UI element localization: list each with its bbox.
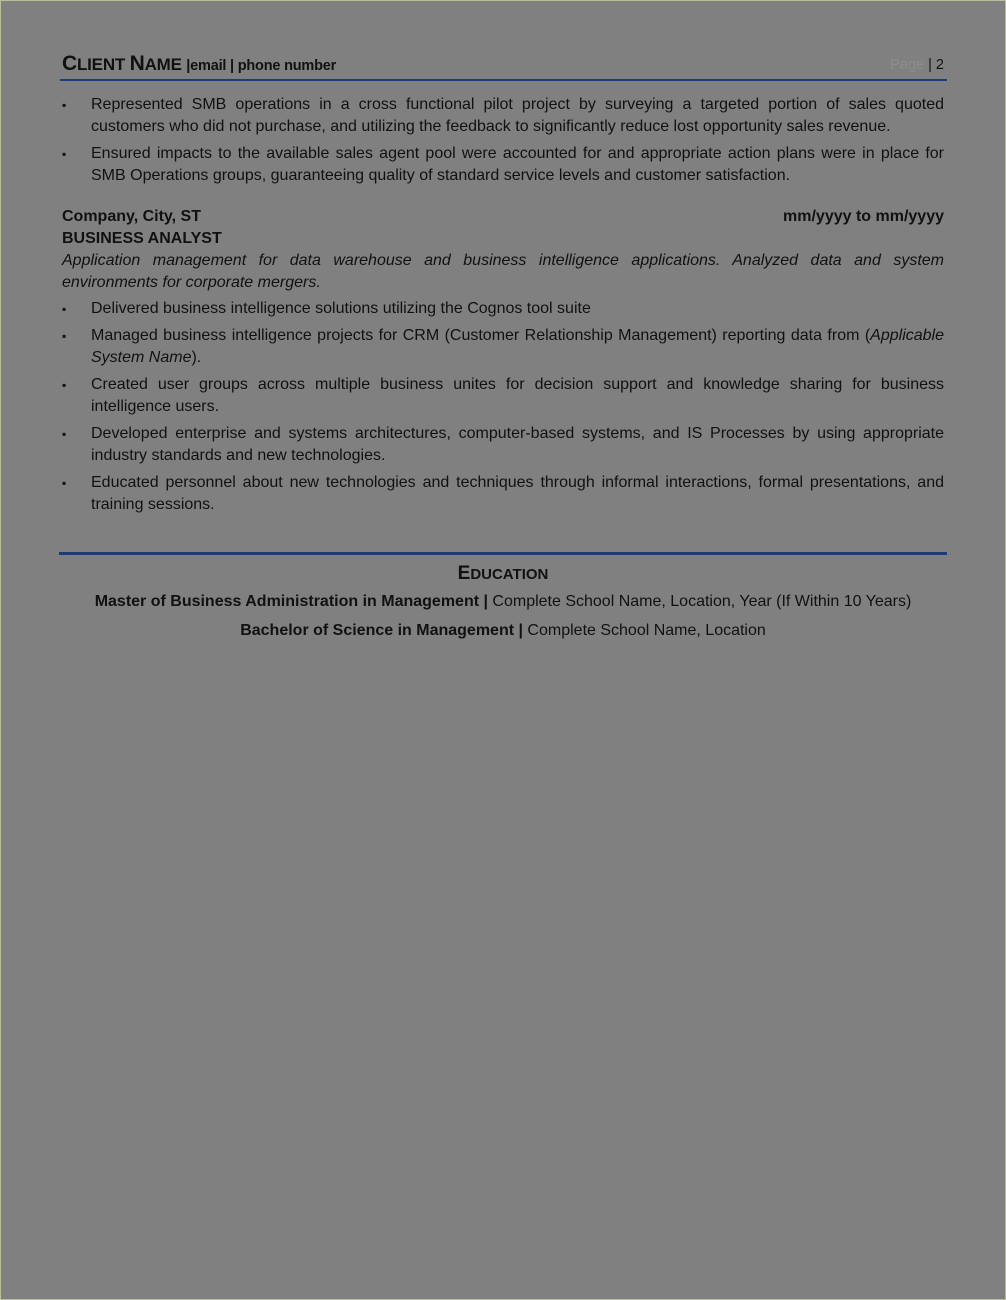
job-dates: mm/yyyy to mm/yyyy (783, 208, 944, 225)
job-bullets (62, 298, 944, 516)
page-label: Page (890, 57, 925, 73)
header-divider (60, 79, 947, 81)
client-contact: |email | phone number (186, 58, 337, 74)
job-title: BUSINESS ANALYST (62, 230, 222, 247)
previous-job-bullets (62, 94, 944, 187)
page-number: 2 (935, 57, 944, 73)
list-item: ▪ Developed enterprise and systems architectures, computer-based systems, and IS Processes by using appropriate industry standards and new technologies. (62, 423, 944, 467)
list-item: ▪ Managed business intelligence projects for CRM (Customer Relationship Management) reporting data from (Applicable System Name). (62, 325, 944, 369)
list-item: ▪ Delivered business intelligence solutions utilizing the Cognos tool suite (62, 298, 944, 320)
job-description: Application management for data warehouse and business intelligence applications. Analyzed data and system environments for corporate mergers. (62, 252, 944, 291)
job-header (62, 206, 944, 228)
page-separator: | (924, 57, 936, 73)
list-item: ▪ Ensured impacts to the available sales agent pool were accounted for and appropriate action plans were in place for SMB Operations groups, guaranteeing quality of standard service levels and customer satisfaction. (62, 143, 944, 187)
list-item: ▪ Educated personnel about new technologies and techniques through informal interactions, formal presentations, and training sessions. (62, 472, 944, 516)
school: Complete School Name, Location (522, 622, 766, 639)
job-company: Company, City, ST (62, 208, 201, 225)
page-indicator (890, 57, 944, 73)
education-title: EDUCATION (457, 563, 549, 584)
school: Complete School Name, Location, Year (If Within 10 Years) (487, 593, 912, 610)
experience-section (62, 94, 944, 521)
education-entry-2 (0, 622, 1006, 640)
education-entry-1 (0, 593, 1006, 611)
client-name: CLIENT NAME |email | phone number (62, 52, 337, 75)
page-header (62, 50, 944, 78)
degree: Master of Business Administration in Management | (94, 593, 488, 610)
degree: Bachelor of Science in Management | (240, 622, 523, 639)
education-divider (59, 552, 947, 555)
list-item: ▪ Created user groups across multiple business unites for decision support and knowledge sharing for business intelligence users. (62, 374, 944, 418)
list-item: ▪ Represented SMB operations in a cross functional pilot project by surveying a targeted portion of sales quoted customers who did not purchase, and utilizing the feedback to significantly reduce lost opportunity sales revenue. (62, 94, 944, 138)
